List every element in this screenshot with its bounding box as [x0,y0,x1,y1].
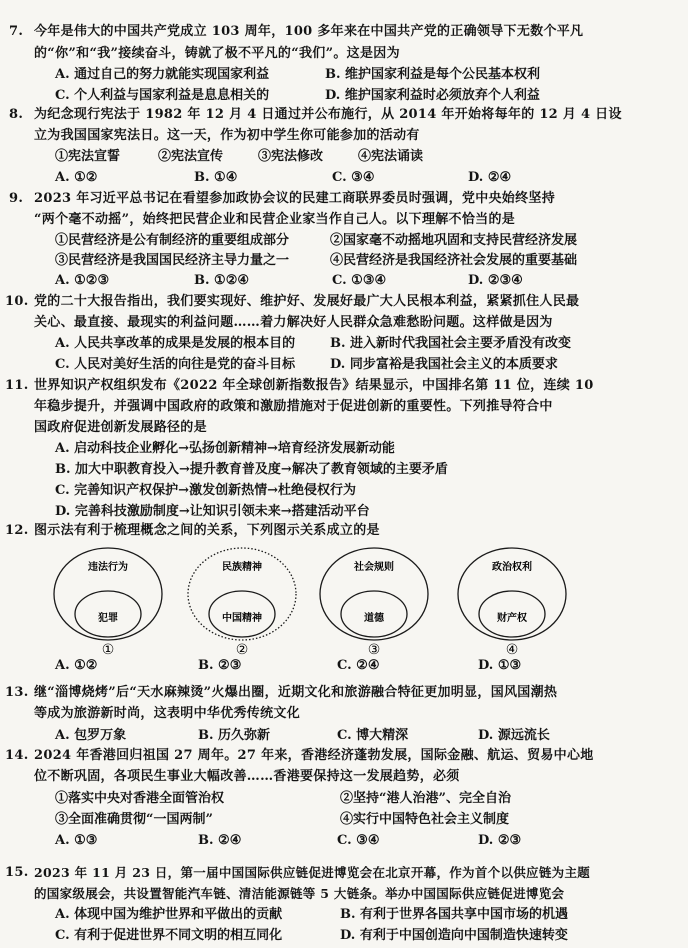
question-stem-line: 为纪念现行宪法于 1982 年 12 月 4 日通过并公布施行，从 2014 年开始将每年的 12 月 4 日设 [34,107,622,122]
question-stem-line: 等成为旅游新时尚，这表明中华优秀传统文化 [34,706,301,721]
option-a: A. ①② [55,170,98,185]
question-number: 15. [5,865,29,880]
option-b: B. 进入新时代我国社会主要矛盾没有改变 [330,336,572,351]
outer-concept-label: 违法行为 [88,562,128,573]
statement-item: ②宪法宣传 [158,149,224,164]
option-d: D. 源远流长 [478,728,550,743]
question-stem-line: 今年是伟大的中国共产党成立 103 周年，100 多年来在中国共产党的正确领导下无数个平凡 [34,24,584,39]
option-d: D. ②③ [478,833,522,848]
question-stem-line: 位不断巩固，各项民生事业大幅改善……香港要保持这一发展趋势，必须 [34,769,460,784]
option-a: A. 体现中国为维护世界和平做出的贡献 [55,907,283,922]
outer-concept-label: 社会规则 [354,562,394,573]
statement-item: ①落实中央对香港全面管治权 [55,791,225,806]
concept-diagram-1 [54,548,162,658]
question-number: 11. [5,378,29,393]
option-d: D. ②④ [468,170,512,185]
option-c: C. 个人利益与国家利益是息息相关的 [55,88,270,103]
statement-item: ②国家毫不动摇地巩固和支持民营经济发展 [330,233,578,248]
statement-item: ④实行中国特色社会主义制度 [340,812,510,827]
outer-concept-label: 民族精神 [222,562,262,573]
option-c: C. 博大精深 [337,728,409,743]
question-stem-line: 2023 年习近平总书记在看望参加政协会议的民建工商联界委员时强调，党中央始终坚持 [34,191,556,206]
question-number: 13. [5,685,29,700]
question-stem-line: 国政府促进创新发展路径的是 [34,420,207,435]
option-a: A. ①②③ [55,273,110,288]
option-d: D. 同步富裕是我国社会主义的本质要求 [330,357,558,372]
question-stem-line: 年稳步提升，并强调中国政府的政策和激励措施对于促进创新的重要性。下列推导符合中 [34,399,553,414]
question-stem-line: 继“淄博烧烤”后“天水麻辣烫”火爆出圈，近期文化和旅游融合特征更加明显，国风国潮热 [34,685,558,700]
statement-item: ①宪法宣誓 [55,149,121,164]
question-stem-line: 的国家级展会，共设置智能汽车链、清洁能源链等 5 大链条。举办中国国际供应链促进博览会 [34,886,565,901]
concept-diagrams [0,540,688,660]
option-b: B. 维护国家利益是每个公民基本权利 [325,67,541,82]
option-d: D. 完善科技激励制度→让知识引领未来→搭建活动平台 [55,504,370,519]
inner-concept-label: 道德 [364,613,384,624]
statement-item: ②坚持“港人治港”、完全自治 [340,791,511,806]
inner-concept-label: 犯罪 [98,613,118,624]
question-stem-line: 2024 年香港回归祖国 27 周年。27 年来，香港经济蓬勃发展，国际金融、航运、贸易中心地 [34,748,594,763]
option-c: C. 人民对美好生活的向往是党的奋斗目标 [55,357,296,372]
outer-concept-label: 政治权利 [492,562,532,573]
option-c: C. 有利于促进世界不同文明的相互同化 [55,928,283,943]
option-b: B. ①②④ [194,273,250,288]
statement-item: ③民营经济是我国国民经济主导力量之一 [55,253,290,268]
option-a: A. ①③ [55,833,98,848]
diagram-number: ④ [505,642,519,658]
question-number: 12. [5,523,29,538]
option-d: D. 维护国家利益时必须放弃个人利益 [325,88,540,103]
concept-diagram-3 [320,548,428,658]
option-a: A. 启动科技企业孵化→弘扬创新精神→培育经济发展新动能 [55,441,395,456]
option-b: B. ②④ [198,833,242,848]
question-stem-line: 图示法有利于梳理概念之间的关系，下列图示关系成立的是 [34,523,380,538]
question-stem-line: 世界知识产权组织发布《2022 年全球创新指数报告》结果显示，中国排名第 11 位，连续 10 [34,378,594,393]
question-stem-line: 党的二十大报告指出，我们要实现好、维护好、发展好最广大人民根本利益，紧紧抓住人民最 [34,294,580,309]
option-b: B. ①④ [194,170,238,185]
option-d: D. ①③ [478,658,522,673]
question-number: 9. [9,191,24,206]
option-c: C. ③④ [337,833,380,848]
diagram-number: ② [235,642,249,658]
option-c: C. ③④ [332,170,375,185]
statement-item: ③宪法修改 [258,149,324,164]
question-stem-line: 关心、最直接、最现实的利益问题……着力解决好人民群众急难愁盼问题。这样做是因为 [34,315,553,330]
diagram-number: ③ [367,642,381,658]
option-a: A. 通过自己的努力就能实现国家利益 [55,67,270,82]
statement-item: ④宪法诵读 [358,149,424,164]
option-d: D. ②③④ [468,273,523,288]
option-c: C. ②④ [337,658,380,673]
option-a: A. 人民共享改革的成果是发展的根本目的 [55,336,296,351]
concept-diagram-2 [188,548,296,658]
question-stem-line: 2023 年 11 月 23 日，第一届中国国际供应链促进博览会在北京开幕，作为首个以供应链为主题 [34,865,591,880]
question-stem-line: 立为我国国家宪法日。这一天，作为初中学生你可能参加的活动有 [34,128,420,143]
option-a: A. 包罗万象 [55,728,127,743]
option-c: C. ①③④ [332,273,387,288]
option-c: C. 完善知识产权保护→激发创新热情→杜绝侵权行为 [55,483,356,498]
option-b: B. 加大中职教育投入→提升教育普及度→解决了教育领域的主要矛盾 [55,462,448,477]
question-stem-line: 的“你”和“我”接续奋斗，铸就了极不平凡的“我们”。这是因为 [34,46,400,61]
option-b: B. 历久弥新 [198,728,271,743]
statement-item: ①民营经济是公有制经济的重要组成部分 [55,233,290,248]
statement-item: ④民营经济是我国经济社会发展的重要基础 [330,253,578,268]
option-d: D. 有利于中国创造向中国制造快速转变 [340,928,568,943]
statement-item: ③全面准确贯彻“一国两制” [55,812,213,827]
question-number: 10. [5,294,29,309]
concept-diagram-4 [458,548,566,658]
inner-concept-label: 中国精神 [222,613,262,624]
question-stem-line: “两个毫不动摇”，始终把民营企业和民营企业家当作自己人。以下理解不恰当的是 [34,212,516,227]
option-b: B. ②③ [198,658,242,673]
question-number: 14. [5,748,29,763]
question-number: 7. [9,24,24,39]
inner-concept-label: 财产权 [497,613,527,624]
question-number: 8. [9,107,24,122]
diagram-number: ① [101,642,115,658]
option-a: A. ①② [55,658,98,673]
option-b: B. 有利于世界各国共享中国市场的机遇 [340,907,569,922]
